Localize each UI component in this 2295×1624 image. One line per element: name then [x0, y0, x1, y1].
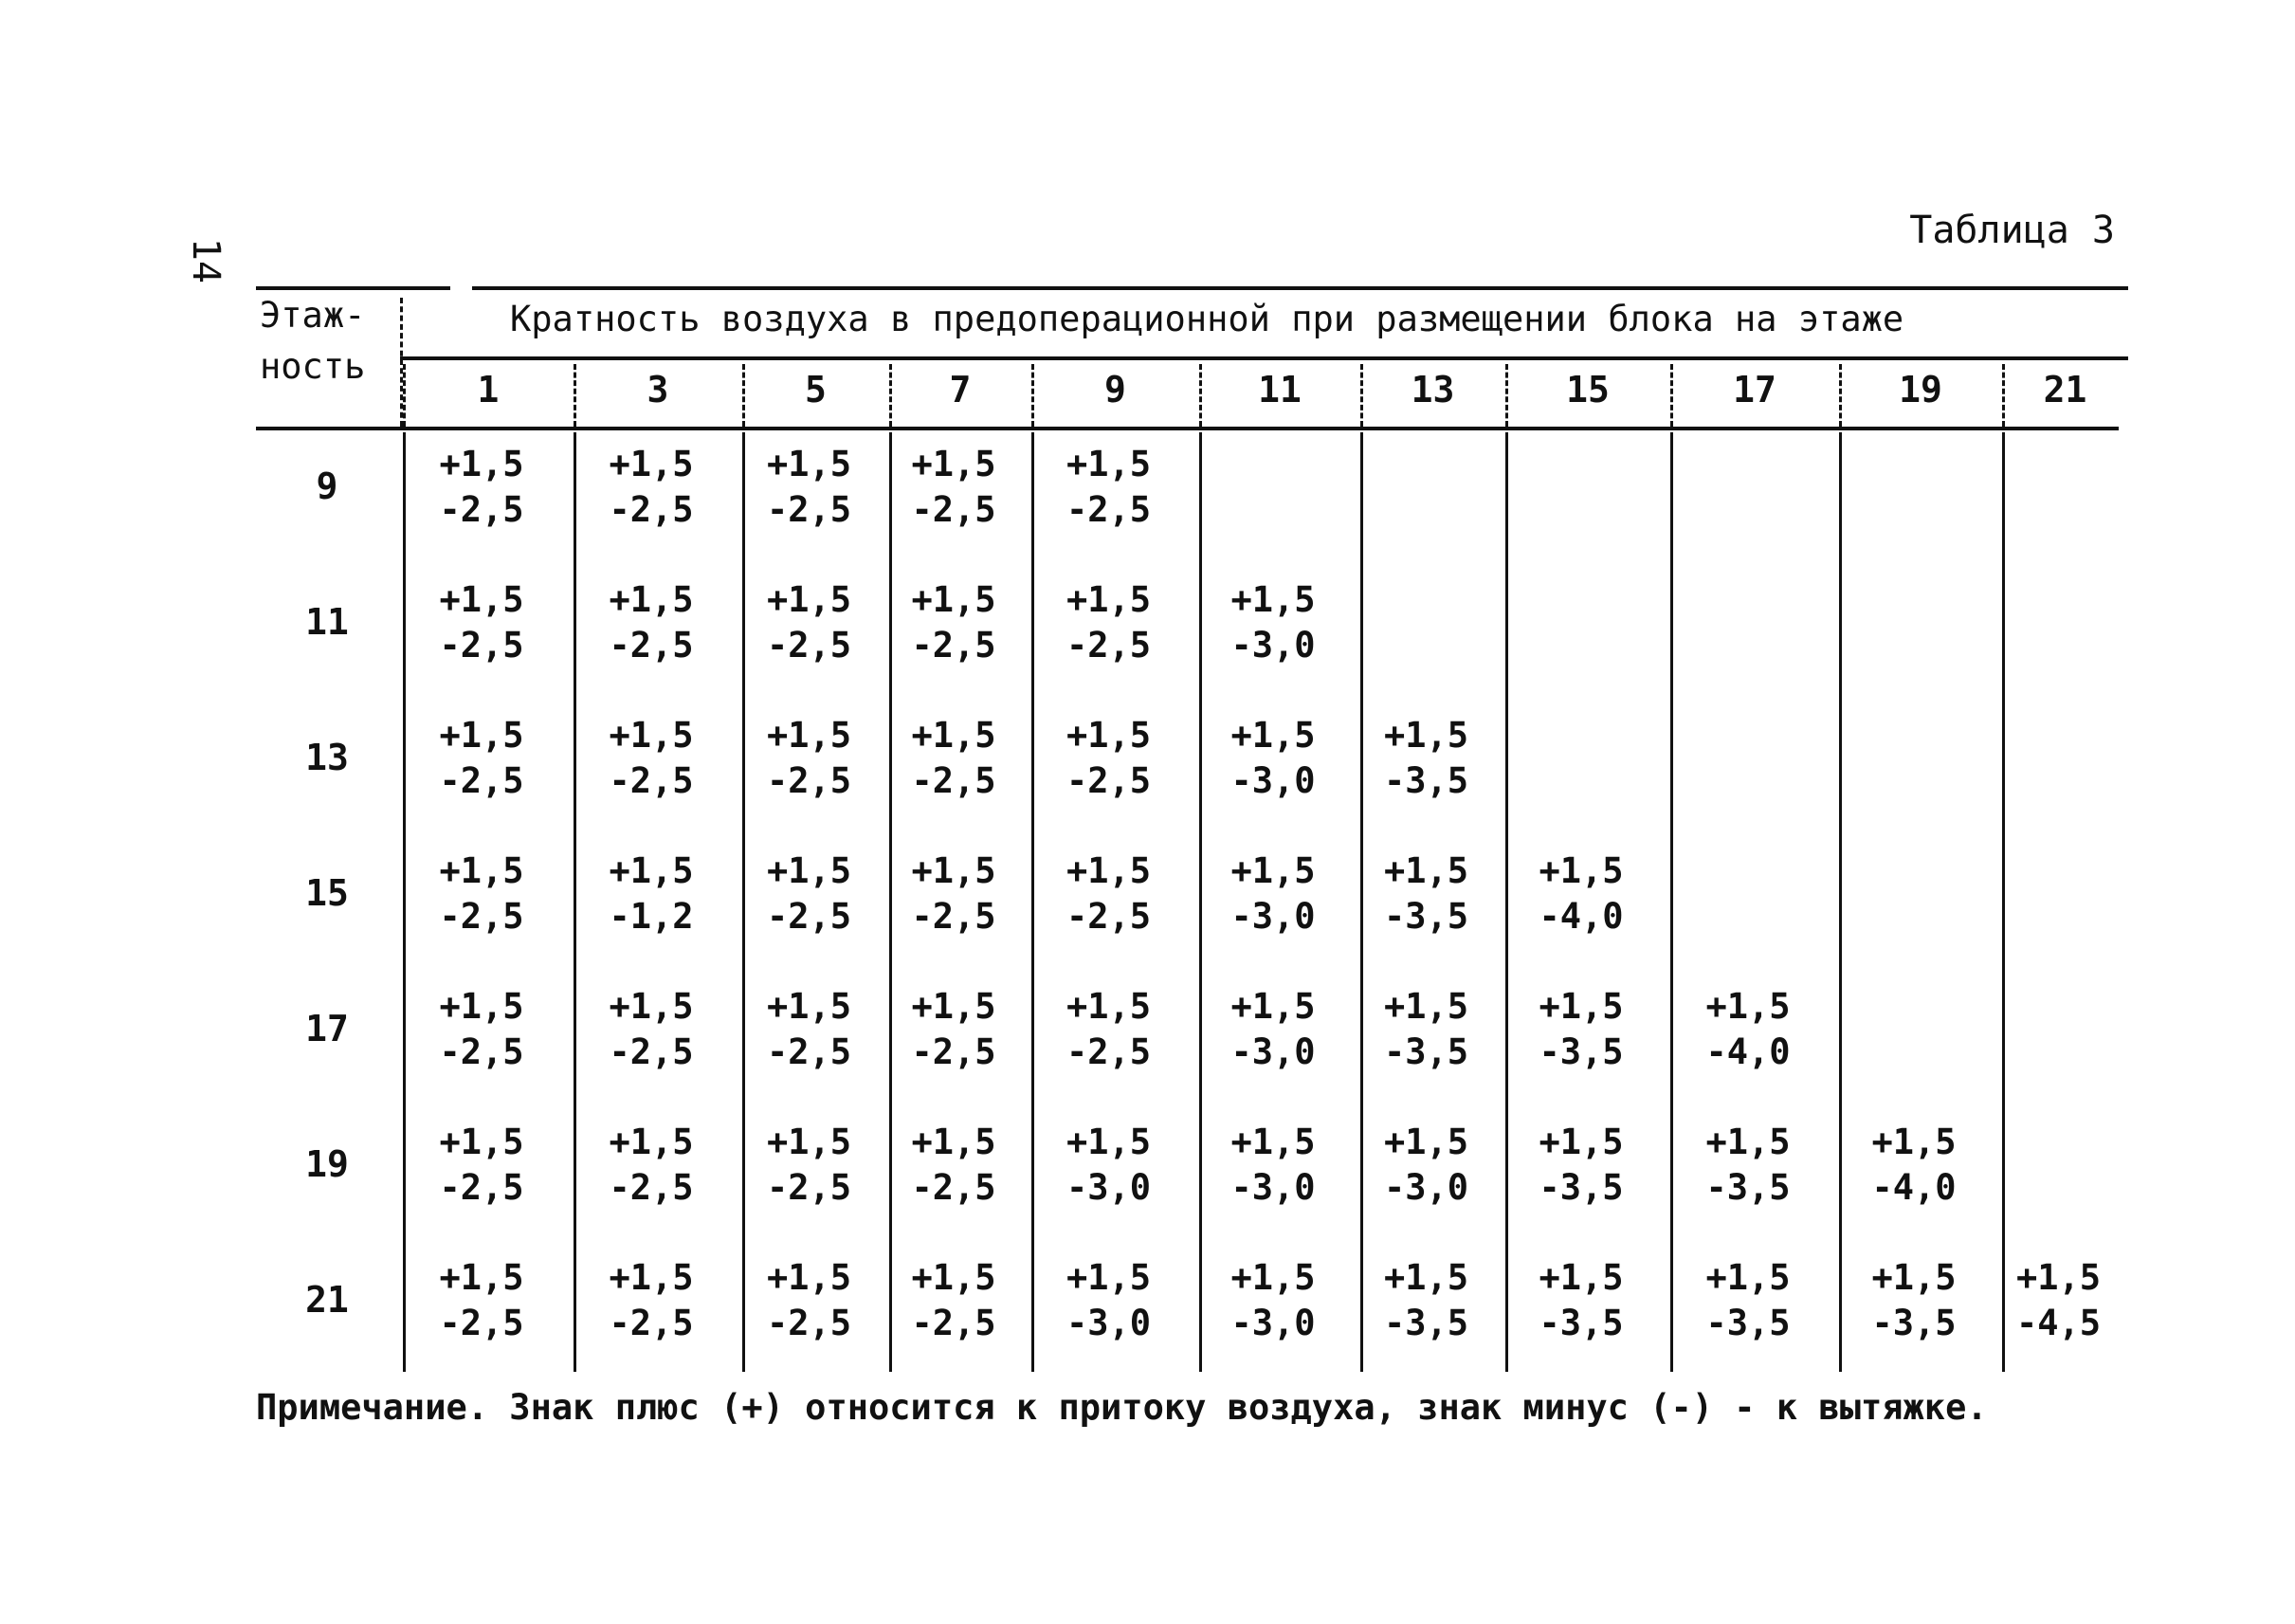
top-rule-right: [472, 286, 2128, 290]
supply-value: +1,5: [1383, 715, 1469, 756]
supply-value: +1,5: [2015, 1257, 2102, 1298]
supply-value: +1,5: [439, 444, 524, 484]
row-label-line2: ность: [260, 346, 366, 387]
supply-value: +1,5: [439, 1122, 524, 1162]
exhaust-value: -3,0: [1230, 625, 1316, 666]
supply-value: +1,5: [911, 850, 996, 891]
exhaust-value: -3,5: [1705, 1167, 1791, 1208]
header-column-separator: [1670, 364, 1673, 427]
supply-value: +1,5: [1066, 579, 1152, 620]
exhaust-value: -2,5: [766, 1303, 852, 1343]
exhaust-value: -2,5: [439, 625, 524, 666]
column-header: 21: [2043, 369, 2087, 411]
header-column-separator: [1360, 364, 1363, 427]
exhaust-value: -2,5: [766, 489, 852, 530]
supply-value: +1,5: [439, 579, 524, 620]
row-label-line1: Этаж-: [260, 295, 366, 336]
exhaust-value: -3,0: [1383, 1167, 1469, 1208]
exhaust-value: -2,5: [439, 489, 524, 530]
exhaust-value: -2,5: [766, 625, 852, 666]
exhaust-value: -4,0: [1539, 896, 1624, 937]
column-header: 7: [949, 369, 972, 411]
exhaust-value: -3,5: [1383, 896, 1469, 937]
column-separator: [574, 432, 576, 1372]
supply-value: +1,5: [1383, 1122, 1469, 1162]
supply-value: +1,5: [911, 1122, 996, 1162]
exhaust-value: -2,5: [439, 896, 524, 937]
floor-label: 21: [305, 1279, 349, 1321]
exhaust-value: -2,5: [609, 1031, 694, 1072]
exhaust-value: -3,0: [1066, 1167, 1152, 1208]
exhaust-value: -3,5: [1539, 1031, 1624, 1072]
header-column-separator: [574, 364, 576, 427]
header-column-separator: [1839, 364, 1842, 427]
supply-value: +1,5: [1871, 1122, 1957, 1162]
exhaust-value: -2,5: [1066, 760, 1152, 801]
header-column-separator: [2002, 364, 2005, 427]
exhaust-value: -3,5: [1539, 1303, 1624, 1343]
header-column-separator: [1031, 364, 1034, 427]
table-note: Примечание. Знак плюс (+) относится к притоку воздуха, знак минус (-) - к вытяжке.: [256, 1387, 1988, 1428]
supply-value: +1,5: [1705, 1122, 1791, 1162]
exhaust-value: -2,5: [911, 760, 996, 801]
exhaust-value: -2,5: [911, 896, 996, 937]
column-header: 5: [805, 369, 827, 411]
supply-value: +1,5: [1871, 1257, 1957, 1298]
supply-value: +1,5: [766, 986, 852, 1027]
column-separator: [403, 432, 406, 1372]
floor-label: 19: [305, 1143, 349, 1185]
supply-value: +1,5: [766, 715, 852, 756]
supply-value: +1,5: [1066, 1257, 1152, 1298]
exhaust-value: -2,5: [911, 1303, 996, 1343]
supply-value: +1,5: [911, 986, 996, 1027]
supply-value: +1,5: [1066, 986, 1152, 1027]
floor-label: 13: [305, 737, 349, 778]
floor-label: 11: [305, 601, 349, 643]
supply-value: +1,5: [1066, 1122, 1152, 1162]
supply-value: +1,5: [1066, 850, 1152, 891]
supply-value: +1,5: [1230, 1122, 1316, 1162]
exhaust-value: -3,0: [1230, 760, 1316, 801]
exhaust-value: -3,0: [1066, 1303, 1152, 1343]
floor-label: 9: [316, 465, 338, 507]
column-header: 15: [1566, 369, 1610, 411]
supply-value: +1,5: [1066, 715, 1152, 756]
column-separator: [1670, 432, 1673, 1372]
table-title: Таблица 3: [1909, 209, 2115, 252]
supply-value: +1,5: [911, 715, 996, 756]
supply-value: +1,5: [766, 1122, 852, 1162]
exhaust-value: -1,2: [609, 896, 694, 937]
supply-value: +1,5: [609, 1257, 694, 1298]
exhaust-value: -2,5: [1066, 625, 1152, 666]
span-title: Кратность воздуха в предоперационной при размещении блока на этаже: [510, 299, 1904, 339]
header-column-separator: [1505, 364, 1508, 427]
page-number: 14: [184, 237, 228, 284]
header-column-separator: [1199, 364, 1202, 427]
supply-value: +1,5: [1230, 1257, 1316, 1298]
exhaust-value: -2,5: [911, 489, 996, 530]
exhaust-value: -2,5: [439, 1167, 524, 1208]
exhaust-value: -4,0: [1705, 1031, 1791, 1072]
exhaust-value: -2,5: [609, 489, 694, 530]
supply-value: +1,5: [609, 579, 694, 620]
exhaust-value: -2,5: [1066, 489, 1152, 530]
exhaust-value: -2,5: [911, 625, 996, 666]
exhaust-value: -2,5: [911, 1167, 996, 1208]
exhaust-value: -3,0: [1230, 1167, 1316, 1208]
supply-value: +1,5: [766, 850, 852, 891]
supply-value: +1,5: [1230, 579, 1316, 620]
exhaust-value: -3,5: [1705, 1303, 1791, 1343]
column-separator: [1839, 432, 1842, 1372]
supply-value: +1,5: [439, 850, 524, 891]
column-separator: [1360, 432, 1363, 1372]
column-header: 9: [1104, 369, 1126, 411]
exhaust-value: -2,5: [766, 1167, 852, 1208]
exhaust-value: -2,5: [609, 1167, 694, 1208]
supply-value: +1,5: [1539, 1122, 1624, 1162]
exhaust-value: -3,5: [1383, 1031, 1469, 1072]
column-separator: [889, 432, 892, 1372]
column-header: 19: [1899, 369, 1942, 411]
exhaust-value: -2,5: [609, 760, 694, 801]
header-column-separator: [889, 364, 892, 427]
exhaust-value: -2,5: [439, 760, 524, 801]
supply-value: +1,5: [609, 1122, 694, 1162]
supply-value: +1,5: [609, 850, 694, 891]
exhaust-value: -3,0: [1230, 1031, 1316, 1072]
column-header: 11: [1258, 369, 1302, 411]
exhaust-value: -2,5: [766, 896, 852, 937]
supply-value: +1,5: [766, 579, 852, 620]
top-rule-left: [256, 286, 450, 290]
ventilation-table: [256, 286, 2128, 1375]
floor-label: 15: [305, 872, 349, 914]
supply-value: +1,5: [609, 444, 694, 484]
exhaust-value: -2,5: [439, 1303, 524, 1343]
column-separator: [1199, 432, 1202, 1372]
supply-value: +1,5: [439, 715, 524, 756]
supply-value: +1,5: [1383, 986, 1469, 1027]
supply-value: +1,5: [766, 444, 852, 484]
exhaust-value: -4,0: [1871, 1167, 1957, 1208]
column-header: 3: [647, 369, 669, 411]
supply-value: +1,5: [439, 986, 524, 1027]
exhaust-value: -2,5: [1066, 1031, 1152, 1072]
exhaust-value: -2,5: [439, 1031, 524, 1072]
column-header: 13: [1411, 369, 1455, 411]
exhaust-value: -3,5: [1383, 760, 1469, 801]
exhaust-value: -2,5: [609, 1303, 694, 1343]
exhaust-value: -2,5: [911, 1031, 996, 1072]
exhaust-value: -2,5: [1066, 896, 1152, 937]
column-header: 1: [477, 369, 500, 411]
supply-value: +1,5: [1230, 850, 1316, 891]
column-separator: [742, 432, 745, 1372]
supply-value: +1,5: [439, 1257, 524, 1298]
supply-value: +1,5: [911, 1257, 996, 1298]
supply-value: +1,5: [1539, 850, 1624, 891]
supply-value: +1,5: [766, 1257, 852, 1298]
supply-value: +1,5: [1539, 1257, 1624, 1298]
floor-label: 17: [305, 1008, 349, 1049]
supply-value: +1,5: [1539, 986, 1624, 1027]
header-bottom-rule: [256, 427, 2119, 430]
supply-value: +1,5: [911, 579, 996, 620]
column-separator: [1505, 432, 1508, 1372]
column-separator: [2002, 432, 2005, 1372]
header-mid-rule: [400, 356, 2128, 360]
header-column-separator: [403, 364, 406, 427]
supply-value: +1,5: [1230, 715, 1316, 756]
supply-value: +1,5: [609, 986, 694, 1027]
exhaust-value: -3,5: [1871, 1303, 1957, 1343]
supply-value: +1,5: [1705, 986, 1791, 1027]
exhaust-value: -2,5: [766, 1031, 852, 1072]
column-separator: [1031, 432, 1034, 1372]
exhaust-value: -2,5: [609, 625, 694, 666]
exhaust-value: -3,5: [1383, 1303, 1469, 1343]
exhaust-value: -3,0: [1230, 1303, 1316, 1343]
supply-value: +1,5: [1230, 986, 1316, 1027]
exhaust-value: -3,5: [1539, 1167, 1624, 1208]
supply-value: +1,5: [911, 444, 996, 484]
supply-value: +1,5: [1066, 444, 1152, 484]
supply-value: +1,5: [1705, 1257, 1791, 1298]
exhaust-value: -4,5: [2015, 1303, 2102, 1343]
column-header: 17: [1733, 369, 1776, 411]
exhaust-value: -3,0: [1230, 896, 1316, 937]
header-column-separator: [742, 364, 745, 427]
supply-value: +1,5: [609, 715, 694, 756]
supply-value: +1,5: [1383, 1257, 1469, 1298]
supply-value: +1,5: [1383, 850, 1469, 891]
exhaust-value: -2,5: [766, 760, 852, 801]
